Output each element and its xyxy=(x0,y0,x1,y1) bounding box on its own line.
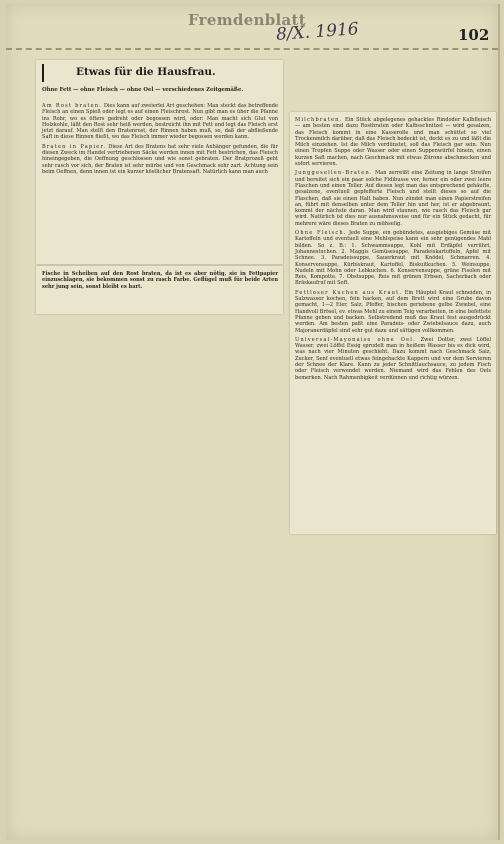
column-one xyxy=(42,103,278,175)
clipping-column-two xyxy=(290,112,496,534)
paragraph-text: Ein Stück abgelegenes gehacktes Rindoder Kalbfleisch — am besten sind dazu Rostbraten oder Kalbsschnitzel — wird gesalzen, das Fleisch kommt in eine Kasserolle und man schüttet so viel Trockenmilch darüber, daß das Fleisch bedeckt ist, deckt es zu und läßt die Milch einziehen. Ist die Milch verdünstet, soll das Fleisch gar sein. Nun einen Tropfen Suppe oder Wasser oder einen Suppenwürfel hinein, einen kurzen Saft machen, nach Geschmack mit etwas Zitrone abschmecken und sofort servieren. xyxy=(295,117,491,168)
page-header xyxy=(6,4,498,48)
paragraph-text: Diese Art des Bratens hat sehr viele Anhänger gefunden, die für diesen Zweck im Handel vertriebenen Säcke werden innen mit Fett bestrichen, das Fleisch hineingegeben, die Oeffnung geschlossen und wie sonst gebraten. Der Bratprozeß geht sehr rasch vor sich, der Braten ist sehr mürbe und von Geschmack sehr zart. Achtung sein beim Oeffnen, denn innen ist ein kurzer köstlicher Bratensaft. Natürlich kann man auch xyxy=(42,143,278,175)
column-two xyxy=(295,117,491,381)
article-subtitle: Ohne Fett — ohne Fleisch — ohne Oel — verschiedenes Zeitgemäße. xyxy=(42,87,244,93)
paragraph-lead: Junggesellen-Braten. xyxy=(295,170,373,177)
paragraph xyxy=(42,144,278,175)
paragraph xyxy=(295,337,491,381)
masthead: Fremdenblatt xyxy=(188,11,307,29)
paragraph-lead: Universal-Mayonaise ohne Oel. xyxy=(295,336,416,343)
paragraph-text: Dies kann auf zweierlei Art geschehen: Man steckt das betreffende Fleisch an einen Spieß oder legt es auf einen Fleischrost. Nun gibt man es über die Pfanne ins Rohr, wo es öfters gedreht oder begossen wird, oder: Man macht sich Glut von Holzkohle, läßt den Rost sehr heiß werden, bestreicht ihn mit Fett und legt das Fleisch erst jetzt darauf. Man stellt den Bratenrost, der Rinnen haben muß, so, daß der abfließende Saft in diese Rinnen fließt, wo das Fleisch immer wieder begossen werden kann. xyxy=(42,103,278,141)
paragraph-lead: Am Rost braten. xyxy=(42,103,103,109)
clipping-continuation xyxy=(36,266,283,314)
paragraph xyxy=(295,117,491,167)
paragraph-lead: Braten in Papier. xyxy=(42,143,107,150)
perforation-line xyxy=(6,48,498,56)
paragraph xyxy=(295,290,491,334)
paragraph xyxy=(42,103,278,141)
paragraph-lead: Fettloser Kuchen aus Kraut. xyxy=(295,289,403,296)
clipping-article-start xyxy=(36,60,283,264)
article-title: Etwas für die Hausfrau. xyxy=(76,66,216,78)
paragraph-text: Ein Häuptel Kraut schneiden, in Salzwasser kochen, fein hacken, auf dem Brett wird eine Grube davon gemacht, 1—2 Eier, Salz, Pfeffer, bischen geriebene gelbe Zwiebel, eine Handvoll Brösel, ev. etwas Mehl zu einem Teig verarbeiten, in eine befettete Pfanne geben und backen. Selbstredend muß das Kraut fest ausgedrückt werden. Am besten paßt eine Paradeis- oder Zwiebelsauce dazu, auch Majoranerdäpfel sind sehr gut dazu und sättigen vollkommen. xyxy=(295,289,492,334)
page-number: 102 xyxy=(458,26,490,44)
paragraph-lead: Ohne Fleisch. xyxy=(295,230,347,237)
paragraph-text: Zwei Dotter, zwei Löffel Wasser, zwei Löffel Essig sprudelt man in heißem Wasser bis es dick wird, was nach vier Minuten geschieht. Dazu kommt nach Geschmack Salz, Zucker, Senf eventuell etwas feingehackte Kappern und vor dem Servieren der Schnee der Klare. Kann zu jeder Schnittlauchsauce, zu jedem Fisch oder Fleisch verwendet werden. Niemand wird das Fehlen des Oels bemerken. Nach Rahmenbigkeit verdünnen und richtig würzen. xyxy=(295,336,491,381)
paragraph-lead: Milchbraten. xyxy=(295,117,343,123)
handwritten-date: 8/X. 1916 xyxy=(275,19,360,45)
paragraph-text: Jede Suppe, ein gebündetes, ausgiebiges Gemüse mit Kartoffeln und eventuell eine Mehlspeise kann ein sehr genügendes Mahl bilden. So z. B.: 1. Schwammsuppe, Kohl mit Erdäpfel verrührt, Johannestuchen. 2. Maggis Gemüsesuppe, Paradeiskartoffeln, Apfel mit Schnee. 3. Paradeissuppe, Sauerkraut mit Knödel, Schmarren. 4. Konservensuppe, Kürbiskraut, Kartoffel, Biskuitkuchen. 5. Weinsuppe, Nudeln mit Mohn oder Lebkuchen. 6. Konservensuppe, grüne Fisolen mit Reis, Kompotte. 7. Obstsuppe, Reis mit grünen Erbsen, Sacherbach oder Bräskaufruf mit Soft. xyxy=(295,230,491,287)
title-rule xyxy=(42,64,44,82)
newspaper-sheet xyxy=(6,4,500,840)
continued-paragraph: Fische in Scheiben auf den Rost braten, da ist es aber nötig, sie in Fettpapier einzuschlagen, sie bekommen sonst zu rasch Farbe. Geflügel muß für beide Arten sehr jung sein, sonst bleibt es hart. xyxy=(42,271,278,290)
paragraph-text: Man zerreißt eine Zeitung in lange Streifen und bereitet sich ein paar solche Fidibusse vor, ferner ein oder zwei leere Flaschen und einen Teller. Auf diesen legt man das entsprechend gehäufte, gesalzene, eventuell gepfefferte Fleisch und stellt dieses so auf die Flaschen, daß sie einen Halt haben. Nun zündet man einen Papierstreifen an, führt mit denselben unter dem Teller hin und her, ist er abgebraunt, kommt der nächste daran. Man wird staunen, wie rasch das Fleisch gar wird. Natürlich ist dies nur ausnahmsweise und für ein Stück gedacht, für mehrere wäre dieses Braten zu mühselig. xyxy=(295,170,491,227)
paragraph xyxy=(295,170,491,227)
paragraph xyxy=(295,230,491,287)
